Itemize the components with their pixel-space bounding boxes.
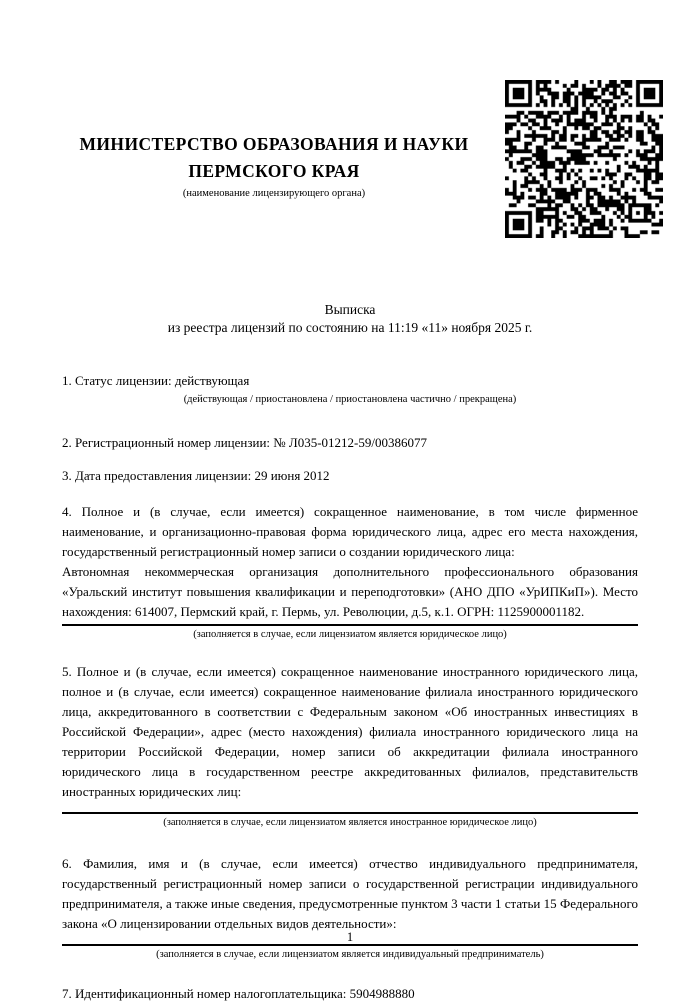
document-title-line1: Выписка (324, 302, 376, 317)
item-individual-entrepreneur-note: (заполняется в случае, если лицензиатом является индивидуальный предприниматель) (156, 949, 544, 960)
page-number: 1 (346, 930, 354, 944)
document-content (62, 0, 638, 1004)
item-individual-entrepreneur-text: 6. Фамилия, имя и (в случае, если имеется) отчество индивидуального предпринимателя, государственный регистрационный номер записи о государственной регистрации индивидуального предпринимателя, а также иные сведения, предусмотренные пунктом 3 части 1 статьи 15 Федерального закона «О лицензировании отдельных видов деятельности»: (62, 856, 638, 931)
item-foreign-entity (62, 662, 638, 830)
item-legal-entity-note: (заполняется в случае, если лицензиатом является юридическое лицо) (193, 629, 507, 640)
document-title (62, 301, 638, 337)
item-license-status-text: 1. Статус лицензии: действующая (62, 373, 250, 388)
licensing-authority-header (62, 131, 486, 201)
item-registration-number (62, 433, 638, 453)
fill-in-rule-legal-entity (62, 624, 638, 626)
ministry-name-line1: МИНИСТЕРСТВО ОБРАЗОВАНИЯ И НАУКИ (79, 134, 469, 154)
document-title-line2: из реестра лицензий по состоянию на 11:19 «11» ноября 2025 г. (167, 320, 533, 335)
item-license-status (62, 371, 638, 407)
item-legal-entity (62, 502, 638, 642)
item-license-status-note: (действующая / приостановлена / приостановлена частично / прекращена) (183, 394, 517, 405)
ministry-name-line2: ПЕРМСКОГО КРАЯ (188, 161, 360, 181)
item-registration-number-text: 2. Регистрационный номер лицензии: № Л035-01212-59/00386077 (62, 435, 428, 450)
item-individual-entrepreneur (62, 854, 638, 962)
item-license-date (62, 466, 638, 486)
item-taxpayer-number-text: 7. Идентификационный номер налогоплательщика: 5904988880 (62, 986, 415, 1001)
item-legal-entity-text: 4. Полное и (в случае, если имеется) сокращенное наименование, в том числе фирменное наименование, и организационно-правовая форма юридического лица, адрес его места нахождения, государственный регистрационный номер записи о создании юридического лица: (62, 504, 638, 559)
item-taxpayer-number (62, 984, 638, 1004)
item-license-date-text: 3. Дата предоставления лицензии: 29 июня 2012 (62, 468, 330, 483)
item-legal-entity-value: Автономная некоммерческая организация дополнительного профессионального образования «Уральский институт повышения квалификации и переподготовки» (АНО ДПО «УрИПКиП»). Место нахождения: 614007, Пермский край, г. Пермь, ул. Революции, д.5, к.1. ОГРН: 1125900001182. (62, 564, 638, 619)
item-foreign-entity-text: 5. Полное и (в случае, если имеется) сокращенное наименование иностранного юридического лица, полное и (в случае, если имеется) сокращенное наименование филиала иностранного юридического лица, аккредитованного в соответствии с Федеральным законом «Об иностранных инвестициях в Российской Федерации», адрес (место нахождения) филиала иностранного юридического лица на территории Российской Федерации, номер записи об аккредитации филиала иностранного юридического лица в государственном реестре аккредитованных филиалов, представительств иностранных юридических лиц: (62, 664, 638, 799)
item-foreign-entity-note: (заполняется в случае, если лицензиатом является иностранное юридическое лицо) (163, 817, 537, 828)
fill-in-rule-foreign-entity (62, 812, 638, 814)
licensing-authority-note: (наименование лицензирующего органа) (182, 188, 366, 199)
